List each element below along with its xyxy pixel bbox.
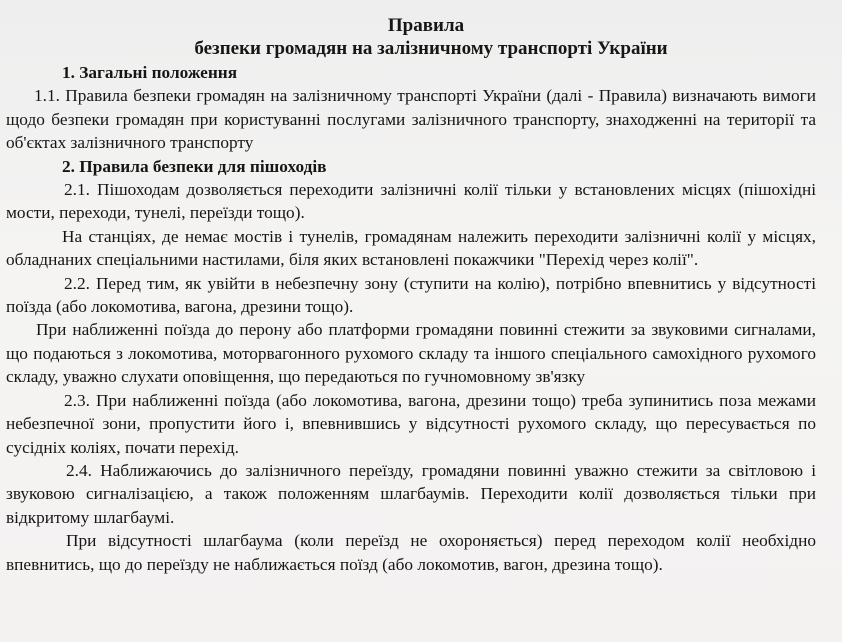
paragraph-2-4: 2.4. Наближаючись до залізничного переїзду, громадяни повинні уважно стежити за світловою і звуковою сигналізацією, а також положенням шлагбаумів. Переходити колії дозволяється тільки при відкритому шлагбаумі. xyxy=(6,460,816,527)
section-1-heading: 1. Загальні положення xyxy=(62,63,238,82)
document-subtitle: безпеки громадян на залізничному транспорті України xyxy=(194,38,668,59)
paragraph-2-4-no-barrier: При відсутності шлагбаума (коли переїзд не охороняється) перед переходом колії необхідно впевнитись, що до переїзду не наближається поїзд (або локомотив, вагон, дрезина тощо). xyxy=(6,531,816,574)
document-title: Правила xyxy=(387,15,465,36)
paragraph-2-1: 2.1. Пішоходам дозволяється переходити залізничні колії тільки у встановлених місцях (пішохідні мости, переходи, тунелі, переїзди тощо). xyxy=(6,180,816,223)
paragraph-1-1: 1.1. Правила безпеки громадян на залізничному транспорті України (далі - Правила) визначають вимоги щодо безпеки громадян при користуванні послугами залізничного транспорту, знаходженні на території та об'єктах залізничного транспорту xyxy=(6,86,816,153)
paragraph-2-2: 2.2. Перед тим, як увійти в небезпечну зону (ступити на колію), потрібно впевнитись у відсутності поїзда (або локомотива, вагона, дрезини тощо). xyxy=(6,273,816,317)
paragraph-2-1-stations: На станціях, де немає мостів і тунелів, громадянам належить переходити залізничні колії у місцях, обладнаних спеціальними настилами, біля яких встановлені покажчики "Перехід через колії". xyxy=(6,226,816,270)
paragraph-2-3: 2.3. При наближенні поїзда (або локомотива, вагона, дрезини тощо) треба зупинитись поза межами небезпечної зони, пропустити його і, впевнившись у відсутності рухомого складу, що пересувається по сусідніх коліях, почати перехід. xyxy=(6,390,816,457)
section-2-heading: 2. Правила безпеки для пішоходів xyxy=(62,156,327,176)
paragraph-2-2-signals: При наближенні поїзда до перону або платформи громадяни повинні стежити за звуковими сигналами, що подаються з локомотива, моторвагонного рухомого складу та іншого спеціального самохідного рухомого складу, уважно слухати оповіщення, що передаються по гучномовному зв'язку xyxy=(6,320,816,387)
